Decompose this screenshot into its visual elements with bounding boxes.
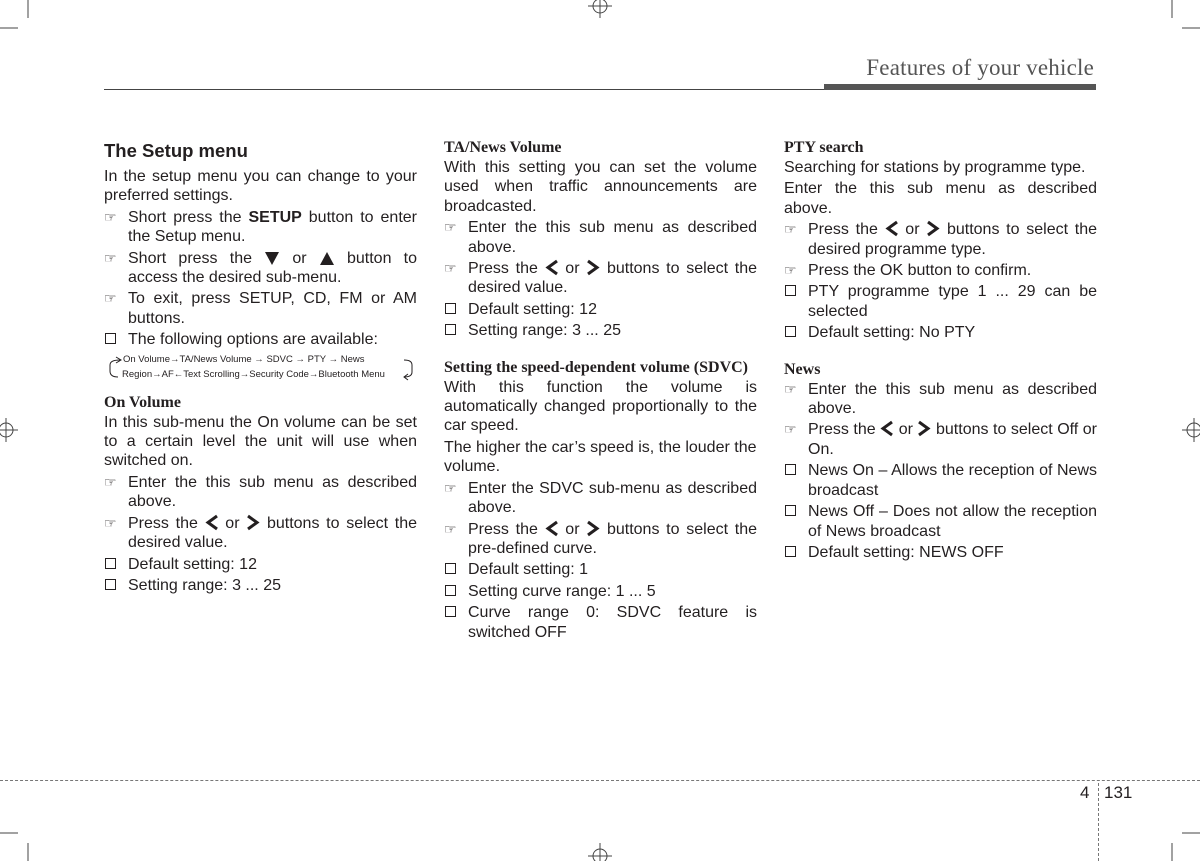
- chevron-left-icon: [880, 420, 894, 437]
- paragraph: The higher the car’s speed is, the louder the volume.: [444, 438, 757, 476]
- subsection-title: Setting the speed-dependent volume (SDVC): [444, 358, 748, 376]
- checkbox-icon: [105, 579, 116, 590]
- pointing-hand-icon: ☞: [444, 520, 457, 537]
- column-3: [784, 138, 1097, 564]
- header-rule: [104, 89, 824, 90]
- pointing-hand-icon: ☞: [104, 208, 117, 225]
- list-item: The following options are available:: [104, 330, 417, 349]
- list-item: ☞ Press the or buttons to select the pre-defined curve.: [444, 520, 757, 557]
- checkbox-icon: [445, 585, 456, 596]
- list-item: ☞ Enter the this sub menu as described above.: [104, 473, 417, 511]
- chevron-right-icon: [926, 220, 940, 237]
- list-item: PTY programme type 1 ... 29 can be selected: [784, 282, 1097, 321]
- checkbox-icon: [785, 546, 796, 557]
- paragraph: Enter the this sub menu as described above.: [784, 180, 1097, 217]
- pointing-hand-icon: ☞: [444, 260, 457, 277]
- intro-text: In the setup menu you can change to your preferred settings.: [104, 168, 417, 205]
- flow-row-1: On Volume→TA/News Volume → SDVC → PTY → News: [123, 353, 365, 365]
- list-item: ☞ Enter the this sub menu as described above.: [784, 380, 1097, 418]
- chevron-right-icon: [917, 420, 931, 437]
- checkbox-icon: [785, 505, 796, 516]
- pointing-hand-icon: ☞: [784, 380, 797, 397]
- list-item: ☞ Press the OK button to confirm.: [784, 262, 1032, 280]
- list-item: Setting range: 3 ... 25: [104, 576, 417, 595]
- chevron-left-icon: [545, 520, 559, 537]
- subsection-title: PTY search: [784, 139, 864, 156]
- list-item: Default setting: 1: [444, 560, 757, 579]
- pointing-hand-icon: ☞: [104, 514, 117, 531]
- paragraph: With this setting you can set the volume used when traffic announcements are broadcasted.: [444, 159, 757, 215]
- list-item: Setting curve range: 1 ... 5: [444, 582, 757, 601]
- paragraph: With this function the volume is automatically changed proportionally to the car speed.: [444, 378, 757, 435]
- column-2: [444, 138, 757, 644]
- list-item: Default setting: No PTY: [784, 323, 1097, 342]
- pointing-hand-icon: ☞: [784, 421, 797, 438]
- chevron-left-icon: [545, 259, 559, 276]
- checkbox-icon: [445, 563, 456, 574]
- list-item: News Off – Does not allow the reception of News broadcast: [784, 502, 1097, 541]
- pointing-hand-icon: ☞: [444, 219, 457, 236]
- list-item: ☞ Press the or buttons to select the desired value.: [104, 514, 417, 552]
- list-item: ☞ Enter the this sub menu as described above.: [444, 219, 757, 256]
- menu-flow-diagram: [104, 353, 417, 383]
- pointing-hand-icon: ☞: [784, 262, 797, 279]
- chevron-left-icon: [885, 220, 899, 237]
- list-item: Curve range 0: SDVC feature is switched OFF: [444, 603, 757, 642]
- paragraph: Searching for stations by programme type.: [784, 159, 1086, 176]
- pointing-hand-icon: ☞: [104, 290, 117, 307]
- triangle-down-icon: [264, 251, 280, 266]
- list-item: ☞ Press the or buttons to select the desired value.: [444, 260, 757, 297]
- list-item: ☞ Enter the SDVC sub-menu as described above.: [444, 479, 757, 517]
- chevron-right-icon: [246, 514, 260, 531]
- pointing-hand-icon: ☞: [784, 221, 797, 238]
- list-item: Default setting: 12: [104, 555, 417, 574]
- list-item: Setting range: 3 ... 25: [444, 321, 757, 340]
- checkbox-icon: [445, 324, 456, 335]
- chevron-left-icon: [205, 514, 219, 531]
- checkbox-icon: [105, 558, 116, 569]
- header-rule-accent: [824, 84, 1096, 90]
- list-item: Default setting: NEWS OFF: [784, 543, 1097, 562]
- checkbox-icon: [445, 606, 456, 617]
- column-1: [104, 138, 417, 597]
- section-heading: The Setup menu: [104, 140, 248, 161]
- subsection-title: News: [784, 360, 821, 378]
- list-item: News On – Allows the reception of News broadcast: [784, 461, 1097, 500]
- list-item: ☞ Short press the or button to access the desired sub-menu.: [104, 249, 418, 287]
- subsection-title: TA/News Volume: [444, 139, 562, 156]
- chapter-number: 4: [1080, 783, 1090, 802]
- page-number: 131: [1104, 783, 1133, 802]
- pointing-hand-icon: ☞: [104, 473, 117, 490]
- chevron-right-icon: [586, 259, 600, 276]
- page-number-separator: [1098, 783, 1100, 861]
- footer-rule: [0, 780, 1200, 781]
- checkbox-icon: [785, 326, 796, 337]
- list-item: ☞ To exit, press SETUP, CD, FM or AM buttons.: [104, 290, 417, 327]
- subsection-title: On Volume: [104, 393, 181, 411]
- checkbox-icon: [785, 285, 796, 296]
- pointing-hand-icon: ☞: [444, 479, 457, 496]
- page-header-title: Features of your vehicle: [866, 55, 1094, 80]
- list-item: Default setting: 12: [444, 300, 757, 319]
- pointing-hand-icon: ☞: [104, 249, 117, 266]
- triangle-up-icon: [319, 251, 335, 266]
- list-item: ☞ Press the or buttons to select Off or On.: [784, 421, 1098, 458]
- flow-row-2: Region→AF←Text Scrolling→Security Code→Bluetooth Menu: [122, 368, 385, 380]
- checkbox-icon: [105, 333, 116, 344]
- paragraph: In this sub-menu the On volume can be set to a certain level the unit will use when switched on.: [104, 413, 417, 470]
- checkbox-icon: [445, 303, 456, 314]
- checkbox-icon: [785, 464, 796, 475]
- list-item: ☞ Press the or buttons to select the desired programme type.: [784, 221, 1097, 258]
- list-item: ☞ Short press the SETUP button to enter the Setup menu.: [104, 208, 417, 246]
- chevron-right-icon: [586, 520, 600, 537]
